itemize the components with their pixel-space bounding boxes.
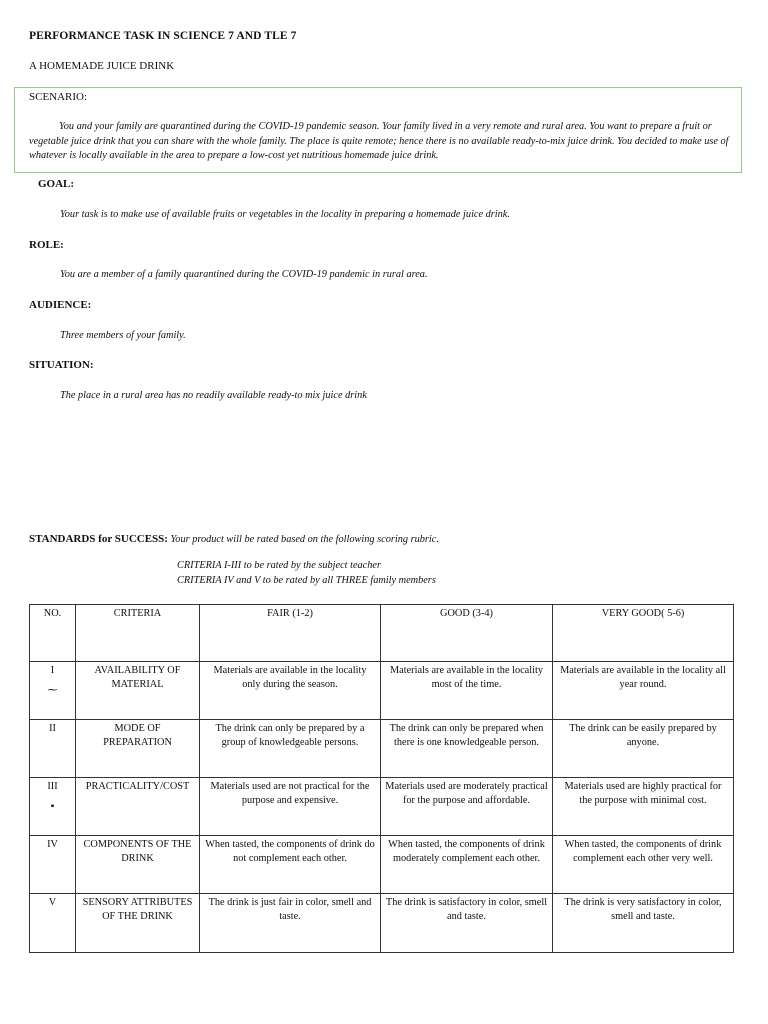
criteria-note-family: CRITERIA IV and V to be rated by all THREE family members: [177, 575, 436, 586]
row-criteria: SENSORY ATTRIBUTES OF THE DRINK: [76, 894, 200, 953]
role-heading: ROLE:: [29, 239, 64, 251]
table-row: [30, 894, 734, 953]
situation-heading: SITUATION:: [29, 359, 94, 371]
standards-text: Your product will be rated based on the following scoring rubric.: [170, 534, 439, 545]
header-no: NO.: [30, 605, 76, 662]
goal-heading: GOAL:: [38, 178, 75, 190]
row-good: Materials are available in the locality most of the time.: [381, 662, 553, 720]
header-criteria: CRITERIA: [76, 605, 200, 662]
row-very-good: Materials are available in the locality all year round.: [553, 662, 734, 720]
row-number: [30, 836, 76, 894]
standards-line: [29, 533, 439, 545]
row-good: When tasted, the components of drink moderately complement each other.: [381, 836, 553, 894]
situation-text: The place in a rural area has no readily available ready-to mix juice drink: [60, 390, 367, 401]
audience-heading: AUDIENCE:: [29, 299, 92, 311]
goal-text: Your task is to make use of available fruits or vegetables in the locality in preparing a homemade juice drink.: [60, 209, 510, 220]
header-good: GOOD (3-4): [381, 605, 553, 662]
scenario-text: You and your family are quarantined during the COVID-19 pandemic season. Your family lived in a very remote and rural area. You want to prepare a fruit or vegetable juice drink that you can share with the whole family. The place is quite remote; hence there is no available ready-to-mix juice drink. You decided to make use of whatever is locally available in the area to prepare a low-cost yet nutritious homemade juice drink.: [29, 121, 729, 161]
row-mark: ▪: [50, 800, 55, 812]
criteria-note-teacher: CRITERIA I-III to be rated by the subject teacher: [177, 560, 381, 571]
table-row: [30, 836, 734, 894]
header-fair: FAIR (1-2): [200, 605, 381, 662]
standards-label: STANDARDS for SUCCESS:: [29, 533, 168, 545]
row-criteria: MODE OF PREPARATION: [76, 720, 200, 778]
row-good: The drink is satisfactory in color, smell and taste.: [381, 894, 553, 953]
row-fair: The drink can only be prepared by a group of knowledgeable persons.: [200, 720, 381, 778]
row-fair: When tasted, the components of drink do not complement each other.: [200, 836, 381, 894]
row-good: Materials used are moderately practical for the purpose and affordable.: [381, 778, 553, 836]
table-row: [30, 720, 734, 778]
row-number: [30, 720, 76, 778]
row-good: The drink can only be prepared when there is one knowledgeable person.: [381, 720, 553, 778]
row-number-text: V: [48, 897, 57, 908]
row-number-text: II: [49, 723, 56, 734]
row-number-text: IV: [47, 839, 58, 850]
rubric-table: [29, 604, 734, 953]
row-number: [30, 778, 76, 836]
row-very-good: The drink can be easily prepared by anyone.: [553, 720, 734, 778]
scenario-label: SCENARIO:: [29, 91, 88, 103]
table-row: [30, 662, 734, 720]
header-very-good: VERY GOOD( 5-6): [553, 605, 734, 662]
document-subtitle: A HOMEMADE JUICE DRINK: [29, 60, 175, 72]
row-fair: The drink is just fair in color, smell and taste.: [200, 894, 381, 953]
row-very-good: The drink is very satisfactory in color, smell and taste.: [553, 894, 734, 953]
role-text: You are a member of a family quarantined during the COVID-19 pandemic in rural area.: [60, 269, 428, 280]
row-criteria: COMPONENTS OF THE DRINK: [76, 836, 200, 894]
row-number: [30, 662, 76, 720]
row-number-text: III: [47, 781, 58, 792]
row-very-good: When tasted, the components of drink complement each other very well.: [553, 836, 734, 894]
row-criteria: AVAILABILITY OF MATERIAL: [76, 662, 200, 720]
document-title: PERFORMANCE TASK IN SCIENCE 7 AND TLE 7: [29, 30, 297, 42]
rubric-header-row: [30, 605, 734, 662]
row-number-text: I: [50, 665, 55, 676]
row-mark: ⁓: [47, 684, 58, 696]
row-fair: Materials used are not practical for the purpose and expensive.: [200, 778, 381, 836]
row-criteria: PRACTICALITY/COST: [76, 778, 200, 836]
row-fair: Materials are available in the locality only during the season.: [200, 662, 381, 720]
row-very-good: Materials used are highly practical for the purpose with minimal cost.: [553, 778, 734, 836]
row-number: [30, 894, 76, 953]
audience-text: Three members of your family.: [60, 330, 186, 341]
table-row: [30, 778, 734, 836]
